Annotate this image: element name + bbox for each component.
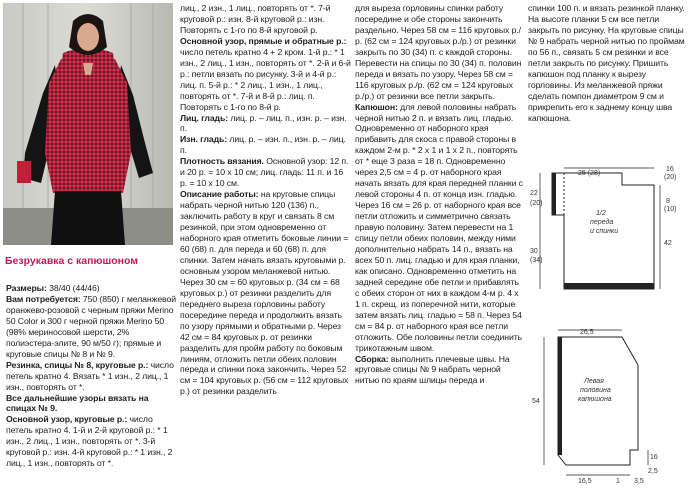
paragraph: спинки 100 п. и вязать резинкой планку. На высоте планки 5 см все петли закрыть по рисунку. На круговые спицы № 9 набрать черной нитью по проймам по 56 п., связать 5 см резинки и все петли закрыть по рисунку. Пришить капюшон под планку к вырезу горловины. Из меланжевой пряжи сделать помпон диаметром 9 см и прикрепить его к заднему концу шва капюшона.	[528, 3, 685, 123]
paragraph: Изн. гладь: лиц. р. – изн. п., изн. р. – лиц. п.	[180, 134, 346, 156]
dim-height: 42	[664, 240, 672, 247]
paragraph: Все дальнейшие узоры вязать на спицах № 9.	[6, 392, 149, 414]
paragraph: Сборка: выполнить плечевые швы. На круговые спицы № 9 набрать черной нитью по краям шлицы переда и	[355, 353, 510, 386]
dim-armhole-alt: (10)	[664, 206, 677, 213]
paragraph: Капюшон: для левой половины набрать черной нитью 2 п. и вязать лиц. гладью. Одновременно от наборного края прибавить для скоса с правой стороны в каждом 2-м р. * 2 х 1 и 1 х 2 п., повторять от * еще 3 раза = 18 п. Одновременно через 2,5 см = 4 р. от наборного края начать вязать для края передней планки с левой стороны 4 п. от конца изн. гладью. Через 16 см = 26 р. от наборного края все петли отложить и симметрично связать правую половину. Затем перевести на 1 спицу петли обеих половин, между ними дополнительно набрать 14 п., вязать на всех 50 п. лиц. гладью и для края планки, как описано. Одновременно отметить на задней середине обе петли и прибавлять с обеих сторон от них в каждом 4-м р. 4 х 1 п. скрещ. из поперечной нити, которые затем вязать лиц. гладью = 58 п. Через 54 см = 84 р. от наборного края все петли отложить. Обе половины петли соединить трикотажным швом.	[355, 101, 523, 353]
dim-hood-r2: 2,5	[648, 468, 658, 475]
paragraph: Описание работы: на круговые спицы набрать черной нитью 120 (136) п., заключить работу в круг и связать 8 см резинкой, при этом одновременно от наборного края отметить боковые линии = 60 (68) п. для переда и 60 (68) п. для спинки. Затем начать вязать круговыми р. основным узором меланжевой нитью. Через 30 см = 60 круговых р. (34 см = 68 круговых р.) от резинки разделить для переднего выреза горловины работу посередине переда и продолжить вязать по узору прямыми и обратными р. Через 42 см = 84 круговых р. от резинки разделить для пройм работу по боковым линиям, отложить петли обеих половин переда и спинки пока закончить. Через 52 см = 104 круговых р. (56 см = 112 круговых р.) от резинки разделить	[180, 189, 349, 397]
model-photo	[3, 3, 173, 245]
dim-hood-bottom-left: 16,5	[578, 478, 592, 485]
paragraph: Плотность вязания. Основной узор: 12 п. и 20 р. = 10 х 10 см; лиц. гладь: 11 п. и 16 р. = 10 х 10 см.	[180, 156, 349, 189]
schematic-front-back	[530, 165, 690, 315]
paragraph: Размеры: 38/40 (44/46)	[6, 283, 100, 293]
dim-hood-bottom-right: 3,5	[634, 478, 644, 485]
paragraph: Основной узор, прямые и обратные р.: число петель кратно 4 + 2 кром. 1-й р.: * 1 изн., 2 лиц., 1 изн., повторять от *. 2-й и 6-й р.: петли вязать по рисунку. 3-й и 4-й р.: лиц. п. 5-й р.: * 2 лиц., 1 изн., 1 лиц., повторять от *. 7-й и 8-й р.: лиц. п. Повторять с 1-го по 8-й р.	[180, 35, 351, 112]
schematic-label: 1/2 переда и спинки	[590, 210, 619, 235]
column-4	[528, 3, 690, 123]
column-3	[355, 3, 523, 386]
dim-lower-width: 30	[530, 248, 538, 255]
column-1	[6, 283, 178, 469]
schematic-label: Левая половина капюшона	[578, 378, 612, 403]
dim-neck-alt: (20)	[664, 174, 677, 181]
paragraph: для выреза горловины спинки работу посередине и обе стороны закончить раздельно. Через 58 см = 116 круговых р./р. (62 см = 124 круговых р./р.) от резинки закрыть по 30 (34) п. с каждой стороны. Перевести на спицы по 30 (34) п. половин переда и вязать по узору. Через 58 см = 116 круговых р./р. (62 см = 124 круговых р./р.) от резинки все петли закрыть.	[355, 3, 522, 101]
dim-armhole: 8	[666, 198, 670, 205]
paragraph: Резинка, спицы № 8, круговые р.: число петель кратно 4. Вязать * 1 изн., 2 лиц., 1 изн., повторять от *.	[6, 359, 174, 392]
dim-lower-width-alt: (34)	[530, 257, 543, 264]
paragraph: Вам потребуется: 750 (850) г меланжевой оранжево-розовой с черным пряжи Merino 50 Color и 300 г черной пряжи Merino 50 (98% мериносовой шерсти, 2% полиэстера-элите, 90 м/50 г); прямые и круговые спицы № 8 и № 9.	[6, 293, 176, 359]
column-2	[180, 3, 352, 397]
dim-neck: 16	[666, 166, 674, 173]
dim-top: 25 (28)	[578, 170, 601, 177]
dim-hood-bottom-mid: 1	[616, 478, 620, 485]
paragraph: Лиц. гладь: лиц. р. – лиц. п., изн. р. – изн. п.	[180, 112, 347, 134]
schematic-hood	[530, 325, 690, 485]
dim-hood-r1: 16	[650, 454, 658, 461]
dim-hood-top: 26,5	[580, 329, 594, 336]
dim-armhole-depth: 22	[530, 190, 538, 197]
pattern-title: Безрукавка с капюшоном	[5, 255, 138, 267]
dim-hood-height: 54	[532, 398, 540, 405]
paragraph: лиц., 2 изн., 1 лиц., повторять от *. 7-й круговой р.: изн. 8-й круговой р.: изн. Повторять с 1-го по 8-й круговой р.	[180, 3, 331, 35]
dim-armhole-depth-alt: (20)	[530, 200, 543, 207]
paragraph: Основной узор, круговые р.: число петель кратно 4. 1-й и 2-й круговой р.: * 1 изн., 2 лиц., 1 изн., повторять от *. 3-й круговой р.: изн. 4-й круговой р.: * 1 изн., 2 лиц., 1 изн., повторять от *.	[6, 414, 173, 469]
